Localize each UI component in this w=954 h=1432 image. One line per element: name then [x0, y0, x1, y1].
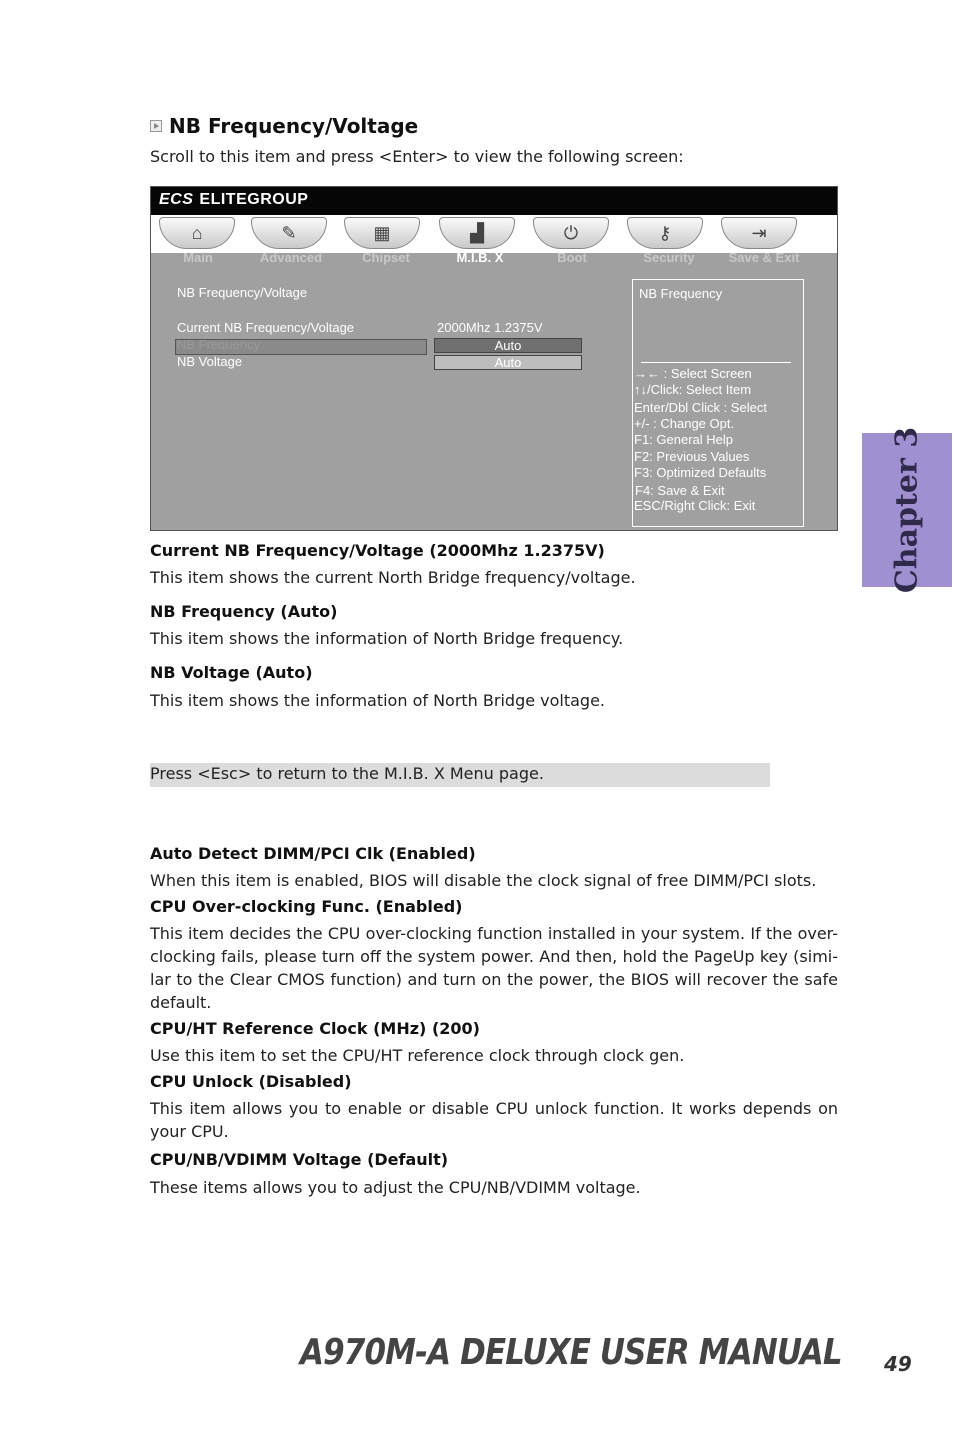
item-text: This item decides the CPU over-clocking function installed in your system. If the over-clocking fails, please turn off the system power. And then, hold the PageUp key (simi-lar to the Clear CMOS function) and turn on the power, the BIOS will recover the safe default. — [150, 924, 838, 1012]
help-key: ↑↓/Click: Select Item — [634, 382, 752, 397]
bios-brand: ELITEGROUP — [199, 191, 309, 208]
help-key: F2: Previous Values — [634, 449, 750, 464]
item-heading: CPU/NB/VDIMM Voltage (Default) — [150, 1150, 449, 1169]
item-heading: NB Frequency (Auto) — [150, 602, 338, 621]
item-text: Use this item to set the CPU/HT reference clock through clock gen. — [150, 1046, 685, 1065]
tab-security[interactable]: Security — [643, 250, 695, 265]
help-key: F3: Optimized Defaults — [634, 465, 767, 480]
bios-row-label[interactable]: NB Voltage — [177, 354, 243, 369]
bios-row-value: 2000Mhz 1.2375V — [437, 320, 543, 335]
bios-logo — [159, 191, 308, 209]
section-title: NB Frequency/Voltage — [169, 114, 419, 138]
item-heading: CPU/HT Reference Clock (MHz) (200) — [150, 1019, 480, 1038]
chapter-tab — [862, 426, 952, 594]
chapter-label: Chapter 3 — [889, 426, 925, 594]
help-key: →← : Select Screen — [634, 366, 752, 381]
bios-top-bar — [151, 187, 837, 215]
ecs-logo-icon: ECS — [159, 191, 194, 208]
bios-help-panel — [632, 279, 804, 527]
item-heading: Current NB Frequency/Voltage (2000Mhz 1.2375V) — [150, 541, 605, 560]
bios-row-label: Current NB Frequency/Voltage — [177, 320, 355, 335]
tab-boot[interactable]: Boot — [557, 250, 587, 265]
home-icon[interactable]: ⌂ — [159, 217, 235, 249]
item-heading: CPU Over-clocking Func. (Enabled) — [150, 897, 463, 916]
key-icon[interactable]: ⚷ — [627, 217, 703, 249]
nb-voltage-option[interactable]: Auto — [434, 355, 582, 370]
help-key: Enter/Dbl Click : Select — [634, 400, 767, 415]
manual-title: A970M-A DELUXE USER MANUAL — [300, 1332, 842, 1373]
item-heading: CPU Unlock (Disabled) — [150, 1072, 352, 1091]
help-divider — [641, 362, 791, 363]
section-bullet-icon — [150, 120, 162, 132]
item-heading: Auto Detect DIMM/PCI Clk (Enabled) — [150, 844, 476, 863]
intro-text: Scroll to this item and press <Enter> to view the following screen: — [150, 147, 684, 166]
item-text: These items allows you to adjust the CPU/NB/VDIMM voltage. — [150, 1178, 641, 1197]
tab-mibx[interactable]: M.I.B. X — [456, 250, 504, 265]
help-key: +/- : Change Opt. — [634, 416, 735, 431]
bios-tab-bar — [151, 215, 837, 253]
tab-advanced[interactable]: Advanced — [259, 250, 323, 265]
item-heading: NB Voltage (Auto) — [150, 663, 313, 682]
item-text: This item allows you to enable or disable CPU unlock function. It works depends on your CPU. — [150, 1099, 838, 1141]
bios-row-label[interactable]: NB Frequency — [177, 337, 261, 352]
tab-chipset[interactable]: Chipset — [362, 250, 410, 265]
item-text: This item shows the current North Bridge frequency/voltage. — [150, 568, 636, 587]
item-text: This item shows the information of North Bridge voltage. — [150, 691, 606, 710]
item-text: This item shows the information of North Bridge frequency. — [150, 629, 624, 648]
help-title: NB Frequency — [639, 286, 723, 301]
power-icon[interactable]: ⏻ — [533, 217, 609, 249]
exit-icon[interactable]: ⇥ — [721, 217, 797, 249]
esc-note: Press <Esc> to return to the M.I.B. X Menu page. — [150, 763, 770, 787]
item-text: When this item is enabled, BIOS will disable the clock signal of free DIMM/PCI slots. — [150, 871, 817, 890]
chip-icon[interactable]: ▦ — [344, 217, 420, 249]
tab-save-exit[interactable]: Save & Exit — [728, 250, 800, 265]
bios-screen — [150, 186, 838, 531]
bios-page-heading: NB Frequency/Voltage — [177, 285, 308, 300]
help-key: ESC/Right Click: Exit — [634, 498, 756, 513]
nb-frequency-option[interactable]: Auto — [434, 338, 582, 353]
tab-main[interactable]: Main — [183, 250, 213, 265]
help-key: F1: General Help — [634, 432, 733, 447]
chart-icon[interactable]: ▟ — [439, 217, 515, 249]
help-key: F4: Save & Exit — [635, 483, 725, 498]
wrench-icon[interactable]: ✎ — [251, 217, 327, 249]
page-number: 49 — [884, 1352, 912, 1376]
